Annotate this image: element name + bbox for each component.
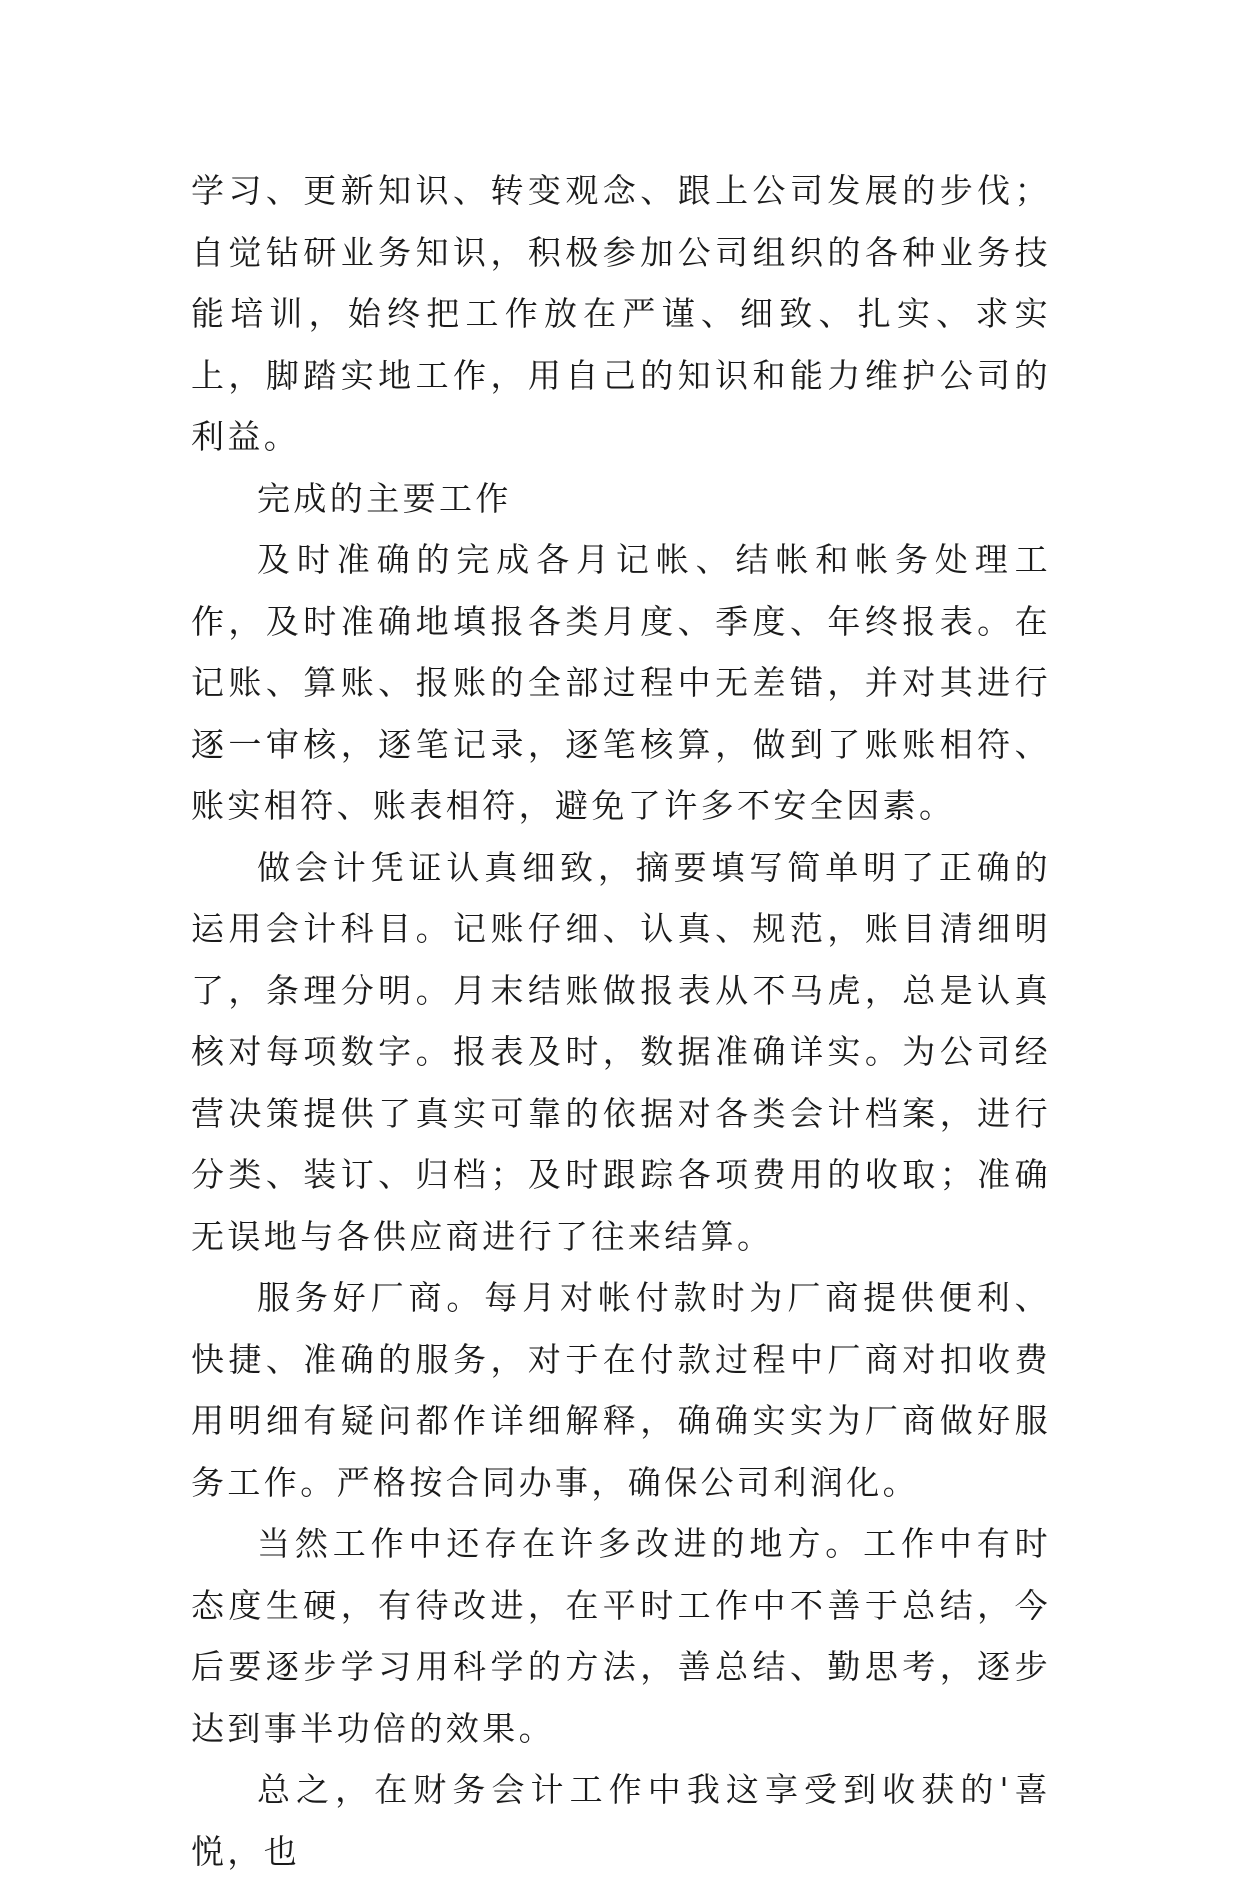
paragraph-vouchers: 做会计凭证认真细致，摘要填写简单明了正确的运用会计科目。记账仔细、认真、规范，账目清细明了，条理分明。月末结账做报表从不马虎，总是认真核对每项数字。报表及时，数据准确详实。为公司经营决策提供了真实可靠的依据对各类会计档案，进行分类、装订、归档；及时跟踪各项费用的收取；准确无误地与各供应商进行了往来结算。 — [191, 847, 1051, 1256]
paragraph-bookkeeping: 及时准确的完成各月记帐、结帐和帐务处理工作，及时准确地填报各类月度、季度、年终报表。在记账、算账、报账的全部过程中无差错，并对其进行逐一审核，逐笔记录，逐笔核算，做到了账账相符、账实相符、账表相符，避免了许多不安全因素。 — [191, 540, 1051, 825]
paragraph-continuation: 学习、更新知识、转变观念、跟上公司发展的步伐；自觉钻研业务知识，积极参加公司组织的各种业务技能培训，始终把工作放在严谨、细致、扎实、求实上，脚踏实地工作，用自己的知识和能力维护公司的利益。 — [191, 171, 1051, 456]
section-heading: 完成的主要工作 — [257, 478, 512, 518]
paragraph-conclusion: 总之，在财务会计工作中我这享受到收获的'喜悦，也 — [191, 1770, 1051, 1871]
paragraph-vendor-service: 服务好厂商。每月对帐付款时为厂商提供便利、快捷、准确的服务，对于在付款过程中厂商对扣收费用明细有疑问都作详细解释，确确实实为厂商做好服务工作。严格按合同办事，确保公司利润化。 — [191, 1278, 1051, 1502]
document-body — [191, 160, 1051, 1882]
paragraph-improvements: 当然工作中还存在许多改进的地方。工作中有时态度生硬，有待改进，在平时工作中不善于总结，今后要逐步学习用科学的方法，善总结、勤思考，逐步达到事半功倍的效果。 — [191, 1524, 1051, 1748]
